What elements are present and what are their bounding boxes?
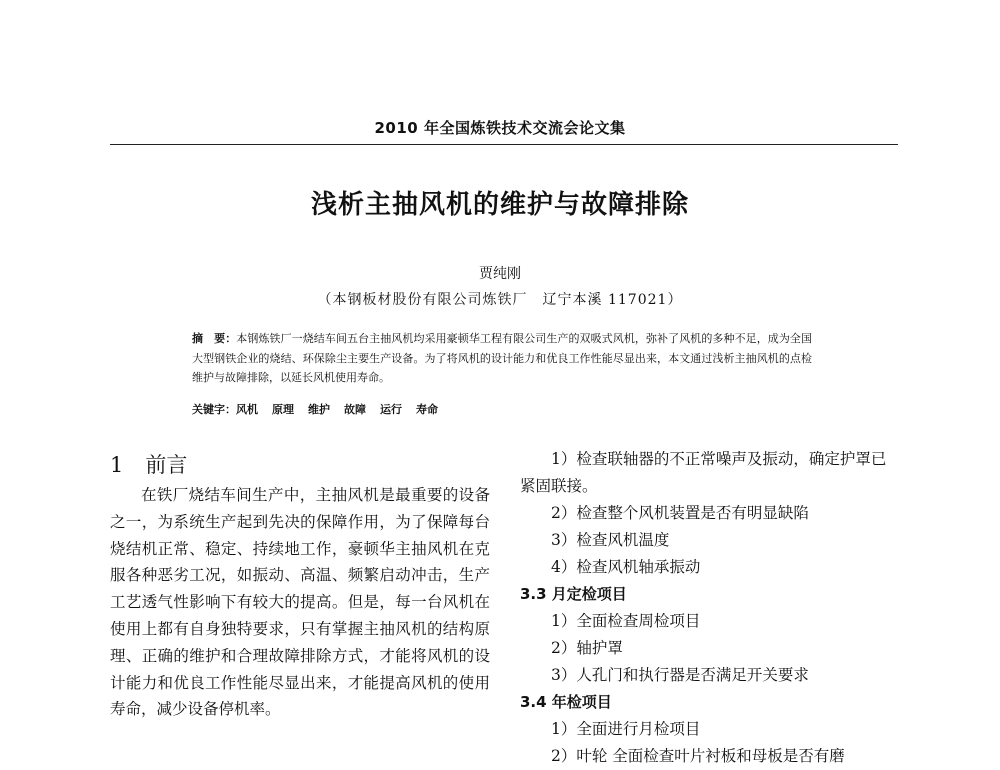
running-head: 2010 年全国炼铁技术交流会论文集 [374,119,626,137]
list-item: 1）全面进行月检项目 [551,720,701,738]
list-item: 4）检查风机轴承振动 [551,558,701,576]
list-item: 2）叶轮 全面检查叶片衬板和母板是否有磨 [551,747,845,765]
list-item: 3）人孔门和执行器是否满足开关要求 [551,666,809,684]
list-item: 2）检查整个风机装置是否有明显缺陷 [551,504,809,522]
subsection-heading-3-3: 3.3 月定检项目 [520,585,627,603]
keyword: 原理 [272,403,294,416]
keyword: 故障 [344,403,366,416]
author-name: 贾纯刚 [479,266,521,282]
list-item: 3）检查风机温度 [551,531,670,549]
list-item: 1）检查联轴器的不正常噪声及振动，确定护罩已紧固联接。 [520,450,887,495]
keyword: 运行 [380,403,402,416]
section-heading-introduction [110,450,490,480]
keyword: 维护 [308,403,330,416]
list-item: 1）全面检查周检项目 [551,612,701,630]
author-affiliation: （本钢板材股份有限公司炼铁厂 辽宁本溪 117021） [317,292,683,308]
right-column [520,446,900,770]
abstract-text: 本钢炼铁厂一烧结车间五台主抽风机均采用豪顿华工程有限公司生产的双吸式风机，弥补了风机的多种不足，成为全国大型钢铁企业的烧结、环保除尘主要生产设备。为了将风机的设计能力和优良工作性能尽显出来，本文通过浅析主抽风机的点检维护与故障排除，以延长风机使用寿命。 [192,332,813,384]
list-item: 2）轴护罩 [551,639,623,657]
introduction-paragraph: 在铁厂烧结车间生产中，主抽风机是最重要的设备之一，为系统生产起到先决的保障作用，为了保障每台烧结机正常、稳定、持续地工作，豪顿华主抽风机在克服各种恶劣工况，如振动、高温、频繁启动冲击，生产工艺透气性影响下有较大的提高。但是，每一台风机在使用上都有自身独特要求，只有掌握主抽风机的结构原理、正确的维护和合理故障排除方式，才能将风机的设计能力和优良工作性能尽显出来，才能提高风机的使用寿命，减少设备停机率。 [110,486,490,719]
section-number: 1 [110,453,124,477]
keyword: 寿命 [416,403,438,416]
keywords-label: 关键字： [192,403,236,416]
subsection-heading-3-4: 3.4 年检项目 [520,693,612,711]
abstract-label: 摘 要： [192,332,237,345]
paper-title: 浅析主抽风机的维护与故障排除 [310,190,689,220]
header-rule [110,144,898,145]
left-column [110,450,490,723]
keyword: 风机 [236,403,258,416]
abstract [192,329,812,388]
section-title: 前言 [145,453,188,477]
keywords [192,401,812,417]
